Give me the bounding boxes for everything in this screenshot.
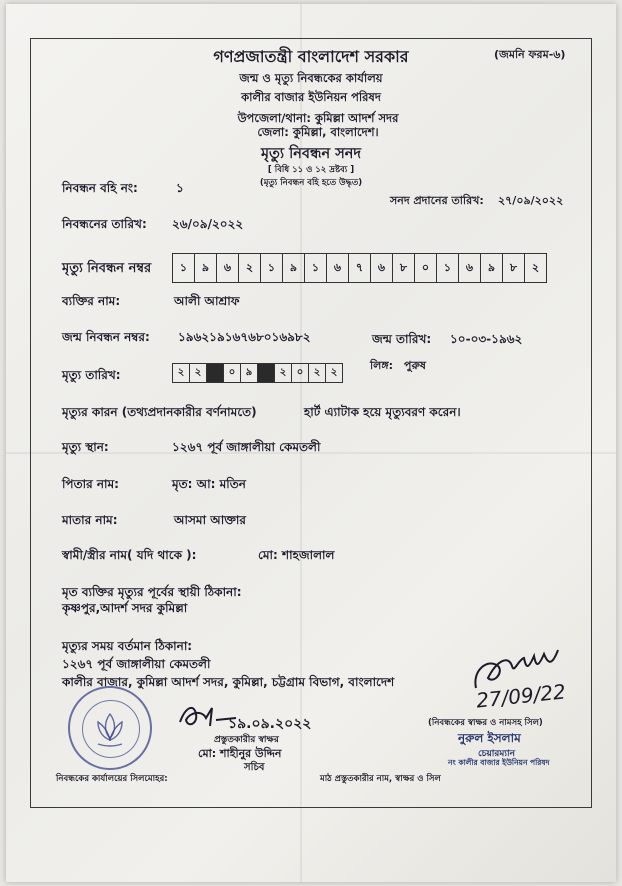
place-label: মৃত্যু স্থান: <box>62 440 109 454</box>
current-address-line2: কালীর বাজার, কুমিল্লা আদর্শ সদর, কুমিল্লা, চট্টগ্রাম বিভাগ, বাংলাদেশ <box>62 675 395 689</box>
reg-date-label: নিবন্ধনের তারিখ: <box>62 217 147 231</box>
gender-value: পুরুষ <box>404 359 426 372</box>
preparer-signed-date: ১৯.০৯.২০২২ <box>228 716 312 732</box>
gender-label: লিঙ্গ: <box>370 359 394 372</box>
father-label: পিতার নাম: <box>62 477 119 491</box>
current-address-line1: ১২৬৭ পূর্ব জাঙ্গালীয়া কেমতলী <box>62 657 211 671</box>
date-digit-box: ২ <box>308 364 325 382</box>
father-value: মৃত: আ: মতিন <box>172 477 246 491</box>
death-reg-no-boxes <box>172 253 547 283</box>
birth-reg-value: ১৯৬২১৯১৬৭৬৮০১৬৯৮২ <box>178 330 311 344</box>
digit-box: ৬ <box>370 254 392 282</box>
preparer-name: মো: শাহীনুর উদ্দিন <box>198 747 282 760</box>
place-value: ১২৬৭ পূর্ব জাঙ্গালীয়া কেমতলী <box>172 440 321 454</box>
name-value: আলী আশ্রাফ <box>174 294 240 308</box>
registrar-org: নং কালীর বাজার ইউনিয়ন পরিষদ <box>448 758 550 767</box>
death-date-label: মৃত্যু তারিখ: <box>62 368 121 382</box>
book-no-label: নিবন্ধন বহি নং: <box>62 181 138 195</box>
book-reference: (মৃত্যু নিবন্ধন বহি হতে উদ্ধৃত) <box>259 178 363 188</box>
mother-value: আসমা আক্তার <box>174 513 246 527</box>
digit-box: ৮ <box>392 254 414 282</box>
union-name: কালীর বাজার ইউনিয়ন পরিষদ <box>241 90 381 104</box>
dob-value: ১০-০৩-১৯৬২ <box>450 332 523 346</box>
digit-box: ৯ <box>194 254 216 282</box>
field-preparer-label: মাঠ প্রস্তুতকারীর নাম, স্বাক্ষর ও সিল <box>320 774 441 784</box>
date-digit-box: ২ <box>177 366 185 378</box>
book-no-value: ১ <box>176 181 184 195</box>
registrar-signed-date: 27/09/22 <box>474 679 567 713</box>
date-separator-box <box>206 364 223 382</box>
digit-box: ৮ <box>502 254 524 282</box>
seal-emblem-icon <box>68 686 152 770</box>
name-label: ব্যক্তির নাম: <box>62 294 121 308</box>
birth-reg-label: জন্ম নিবন্ধন নম্বর: <box>62 330 150 344</box>
current-address-label: মৃত্যুর সময় বর্তমান ঠিকানা: <box>62 639 193 653</box>
preparer-title: সচিব <box>244 762 265 773</box>
preparer-role-label: প্রস্তুতকারীর স্বাক্ষর <box>214 735 279 745</box>
digit-box: ২ <box>238 254 260 282</box>
spouse-value: মো: শাহজালাল <box>258 548 335 562</box>
digit-box: ৬ <box>216 254 238 282</box>
issue-date-value: ২৭/০৯/২০২২ <box>498 194 564 207</box>
digit-box: ৭ <box>348 254 370 282</box>
perm-address-value: কৃষ্ণপুর,আদর্শ সদর কুমিল্লা <box>62 601 188 615</box>
mother-label: মাতার নাম: <box>62 513 118 527</box>
digit-box: ১ <box>179 260 188 274</box>
digit-box: ১ <box>436 254 458 282</box>
certificate-title: মৃত্যু নিবন্ধন সনদ <box>260 146 362 162</box>
office-name: জন্ম ও মৃত্যু নিবন্ধকের কার্যালয় <box>239 71 383 85</box>
digit-box: ৬ <box>326 254 348 282</box>
date-separator-box <box>257 364 274 382</box>
digit-box: ১ <box>304 254 326 282</box>
spouse-label: স্বামী/স্ত্রীর নাম( যদি থাকে ): <box>62 548 197 562</box>
perm-address-label: মৃত ব্যক্তির মৃত্যুর পূর্বের স্থায়ী ঠিকানা: <box>62 585 242 599</box>
reg-date-value: ২৬/০৯/২০২২ <box>172 217 244 231</box>
death-date-boxes <box>172 363 343 383</box>
rule-reference: [ বিধি ১১ ও ১২ দ্রষ্টব্য ] <box>267 165 355 175</box>
issue-date-label: সনদ প্রদানের তারিখ: <box>390 194 484 207</box>
office-seal-stamp <box>68 686 152 770</box>
digit-box: ০ <box>414 254 436 282</box>
date-digit-box: ২ <box>189 364 206 382</box>
date-digit-box: ০ <box>223 364 240 382</box>
upazila-line: উপজেলা/থানা: কুমিল্লা আদর্শ সদর <box>237 111 399 125</box>
digit-box: ৯ <box>480 254 502 282</box>
date-digit-box: ৯ <box>240 364 257 382</box>
registrar-role-label: (নিবন্ধকের স্বাক্ষর ও নামসহ সিল) <box>428 718 543 728</box>
dob-label: জন্ম তারিখ: <box>372 332 432 346</box>
digit-box: ২ <box>524 254 546 282</box>
digit-box: ৯ <box>282 254 304 282</box>
government-title: গণপ্রজাতন্ত্রী বাংলাদেশ সরকার <box>213 47 409 66</box>
registrar-name: নুরুল ইসলাম <box>458 731 521 745</box>
death-reg-no-label: মৃত্যু নিবন্ধন নম্বর <box>62 261 152 276</box>
date-digit-box: ২ <box>274 364 291 382</box>
registrar-title: চেয়ারম্যান <box>478 749 515 759</box>
office-seal-label: নিবন্ধকের কার্যালয়ের সিলমোহর: <box>56 774 168 784</box>
form-label: (জমনি ফরম-৬) <box>494 48 566 61</box>
date-digit-box: ২ <box>325 364 342 382</box>
date-digit-box: ০ <box>291 364 308 382</box>
digit-box: ৬ <box>458 254 480 282</box>
cause-label: মৃত্যুর কারন (তথ্যপ্রদানকারীর বর্ণনামতে) <box>62 405 257 419</box>
digit-box: ১ <box>260 254 282 282</box>
district-line: জেলা: কুমিল্লা, বাংলাদেশ। <box>257 125 379 139</box>
cause-value: হার্ট এ্যাটাক হয়ে মৃত্যুবরণ করেন। <box>304 405 461 419</box>
